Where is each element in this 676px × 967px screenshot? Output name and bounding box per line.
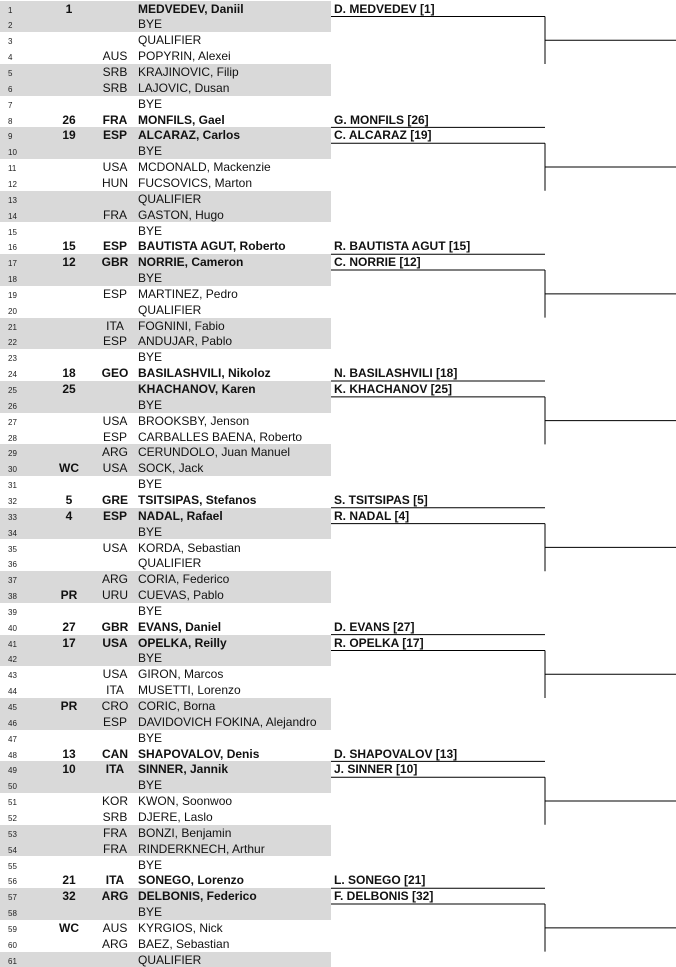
seed-label: 18	[62, 366, 76, 381]
player-name: BASILASHVILI, Nikoloz	[138, 366, 271, 381]
draw-position: 29	[8, 449, 17, 459]
nationality: URU	[102, 588, 128, 603]
seed-label: 25	[62, 382, 76, 396]
player-name: BAUTISTA AGUT, Roberto	[138, 239, 286, 254]
nationality: USA	[102, 160, 128, 175]
player-name: DELBONIS, Federico	[138, 889, 257, 904]
player-name: BAEZ, Sebastian	[138, 936, 230, 951]
draw-position: 36	[8, 560, 17, 570]
nationality: ESP	[102, 508, 127, 523]
player-name: SHAPOVALOV, Denis	[138, 746, 260, 761]
player-name: ALCARAZ, Carlos	[138, 128, 241, 143]
draw-position: 9	[8, 132, 13, 142]
player-name: BYE	[138, 857, 163, 872]
player-name: GIRON, Marcos	[138, 667, 224, 682]
seed-label: 4	[65, 508, 73, 523]
seed-label: PR	[60, 588, 78, 603]
draw-position: 20	[8, 306, 17, 316]
second-round-player: D. MEDVEDEV [1]	[334, 1, 435, 16]
nationality: AUS	[102, 49, 128, 64]
draw-position: 47	[8, 734, 17, 744]
seed-label: 5	[65, 492, 73, 507]
nationality: USA	[102, 667, 128, 682]
second-round-player: G. MONFILS [26]	[334, 112, 429, 127]
draw-position: 43	[8, 671, 17, 681]
player-name: RINDERKNECH, Arthur	[138, 841, 265, 856]
nationality: USA	[102, 461, 128, 476]
draw-position: 3	[8, 37, 13, 47]
nationality: CRO	[101, 699, 129, 713]
nationality: USA	[102, 635, 128, 650]
player-name: BYE	[138, 651, 163, 666]
nationality: SRB	[102, 65, 128, 79]
draw-position: 22	[8, 338, 17, 348]
draw-position: 24	[8, 370, 17, 380]
draw-position: 40	[8, 623, 17, 633]
draw-position: 4	[8, 53, 13, 63]
draw-position: 46	[8, 718, 17, 728]
player-name: NORRIE, Cameron	[138, 255, 244, 270]
nationality: USA	[102, 540, 128, 555]
player-name: QUALIFIER	[138, 33, 202, 48]
nationality: ESP	[102, 429, 127, 444]
player-name: KHACHANOV, Karen	[138, 382, 256, 396]
player-name: FUCSOVICS, Marton	[138, 175, 253, 190]
seed-label: 32	[62, 889, 76, 904]
draw-position: 34	[8, 528, 17, 538]
nationality: SRB	[102, 80, 128, 95]
draw-position: 56	[8, 877, 17, 887]
nationality: GRE	[101, 492, 128, 507]
nationality: ARG	[101, 889, 129, 904]
nationality: ESP	[102, 286, 127, 301]
draw-position: 60	[8, 940, 17, 950]
player-name: CERUNDOLO, Juan Manuel	[138, 445, 291, 460]
draw-position: 19	[8, 290, 17, 300]
draw-position: 16	[8, 243, 17, 253]
player-name: DJERE, Laslo	[138, 809, 213, 824]
second-round-player: R. OPELKA [17]	[334, 635, 424, 650]
draw-position: 48	[8, 750, 17, 760]
player-name: BYE	[138, 397, 163, 412]
draw-position: 42	[8, 655, 17, 665]
seed-label: PR	[60, 699, 78, 713]
player-name: KYRGIOS, Nick	[138, 920, 223, 935]
second-round-player: D. SHAPOVALOV [13]	[334, 746, 458, 761]
player-name: EVANS, Daniel	[138, 619, 222, 634]
player-name: BONZI, Benjamin	[138, 825, 232, 840]
draw-position: 17	[8, 259, 17, 269]
seed-label: 12	[62, 255, 76, 270]
player-name: BYE	[138, 730, 163, 745]
player-name: MONFILS, Gael	[138, 112, 225, 127]
player-name: BYE	[138, 223, 163, 238]
player-name: ANDUJAR, Pablo	[138, 334, 233, 349]
nationality: USA	[102, 413, 128, 428]
draw-position: 23	[8, 354, 17, 364]
seed-label: 27	[62, 619, 76, 634]
player-name: BYE	[138, 17, 163, 32]
draw-position: 61	[8, 956, 17, 966]
nationality: GBR	[101, 255, 129, 270]
player-name: MARTINEZ, Pedro	[138, 286, 238, 301]
player-name: GASTON, Hugo	[138, 207, 224, 222]
player-name: CARBALLES BAENA, Roberto	[138, 429, 303, 444]
seed-label: WC	[59, 920, 79, 935]
draw-position: 27	[8, 417, 17, 427]
second-round-player: K. KHACHANOV [25]	[334, 382, 453, 396]
nationality: FRA	[102, 112, 128, 127]
draw-position: 2	[8, 21, 13, 31]
nationality: GBR	[101, 619, 129, 634]
player-name: OPELKA, Reilly	[138, 635, 227, 650]
second-round-player: J. SINNER [10]	[334, 762, 418, 777]
nationality: ITA	[106, 683, 124, 698]
nationality: SRB	[102, 809, 128, 824]
draw-position: 51	[8, 798, 17, 808]
player-name: POPYRIN, Alexei	[138, 49, 231, 64]
nationality: ARG	[101, 936, 128, 951]
draw-position: 32	[8, 496, 17, 506]
player-name: BYE	[138, 778, 163, 793]
draw-position: 6	[8, 84, 13, 94]
second-round-player: R. NADAL [4]	[334, 508, 410, 523]
draw-position: 30	[8, 465, 17, 475]
player-name: BYE	[138, 144, 163, 159]
nationality: FRA	[103, 825, 127, 840]
nationality: ARG	[101, 572, 128, 587]
second-round-player: L. SONEGO [21]	[334, 873, 426, 888]
draw-position: 13	[8, 195, 17, 205]
player-name: BYE	[138, 271, 163, 286]
player-name: CUEVAS, Pablo	[138, 588, 224, 603]
second-round-player: D. EVANS [27]	[334, 619, 415, 634]
player-name: KWON, Soonwoo	[138, 794, 233, 809]
player-name: QUALIFIER	[138, 302, 202, 317]
draw-position: 15	[8, 227, 17, 237]
seed-label: WC	[59, 461, 79, 476]
draw-position: 28	[8, 433, 17, 443]
second-round-player: C. ALCARAZ [19]	[334, 128, 432, 143]
draw-position: 7	[8, 100, 13, 110]
nationality: ARG	[101, 445, 128, 460]
draw-position: 41	[8, 639, 17, 649]
draw-position: 31	[8, 481, 17, 491]
player-name: DAVIDOVICH FOKINA, Alejandro	[138, 714, 317, 729]
player-name: KRAJINOVIC, Filip	[138, 65, 239, 79]
player-name: BYE	[138, 524, 163, 539]
nationality: ESP	[102, 239, 127, 254]
nationality: FRA	[103, 841, 127, 856]
draw-position: 12	[8, 179, 17, 189]
draw-position: 57	[8, 893, 17, 903]
player-name: BYE	[138, 603, 163, 618]
seed-label: 26	[62, 112, 76, 127]
draw-position: 26	[8, 401, 17, 411]
nationality: AUS	[102, 920, 128, 935]
player-name: SINNER, Jannik	[138, 762, 229, 777]
nationality: FRA	[103, 207, 127, 222]
nationality: KOR	[101, 794, 128, 809]
nationality: CAN	[102, 746, 128, 761]
player-name: MEDVEDEV, Daniil	[138, 1, 244, 16]
draw-position: 55	[8, 861, 17, 871]
draw-position: 25	[8, 386, 17, 395]
draw-position: 58	[8, 909, 17, 919]
player-name: CORIA, Federico	[138, 572, 230, 587]
second-round-player: F. DELBONIS [32]	[334, 889, 434, 904]
nationality: GEO	[101, 366, 129, 381]
draw-position: 44	[8, 687, 17, 697]
player-name: BROOKSBY, Jenson	[138, 413, 250, 428]
draw-position: 21	[8, 322, 17, 332]
player-name: SOCK, Jack	[138, 461, 204, 476]
second-round-player: N. BASILASHVILI [18]	[334, 366, 458, 381]
seed-label: 15	[62, 239, 76, 254]
draw-position: 37	[8, 576, 17, 586]
seed-label: 19	[62, 128, 76, 143]
nationality: ITA	[105, 762, 125, 777]
nationality: ESP	[102, 714, 127, 729]
player-name: BYE	[138, 96, 163, 111]
nationality: HUN	[102, 175, 128, 190]
player-name: QUALIFIER	[138, 952, 202, 967]
seed-label: 1	[65, 1, 73, 16]
draw-position: 33	[8, 512, 17, 522]
player-name: TSITSIPAS, Stefanos	[138, 492, 257, 507]
second-round-player: C. NORRIE [12]	[334, 255, 421, 270]
draw-position: 8	[8, 116, 13, 126]
player-name: CORIC, Borna	[138, 699, 216, 713]
nationality: ESP	[102, 128, 127, 143]
player-name: QUALIFIER	[138, 191, 202, 206]
draw-position: 35	[8, 544, 17, 554]
draw-position: 52	[8, 813, 17, 823]
player-name: QUALIFIER	[138, 556, 202, 571]
seed-label: 17	[62, 635, 76, 650]
player-name: SONEGO, Lorenzo	[138, 873, 245, 888]
draw-position: 49	[8, 766, 17, 776]
player-name: MCDONALD, Mackenzie	[138, 160, 271, 175]
draw-position: 38	[8, 592, 17, 602]
player-name: BYE	[138, 905, 163, 920]
draw-position: 53	[8, 829, 17, 839]
draw-position: 14	[8, 211, 17, 221]
player-name: NADAL, Rafael	[138, 508, 223, 523]
player-name: BYE	[138, 350, 163, 365]
draw-position: 39	[8, 607, 17, 617]
player-name: MUSETTI, Lorenzo	[138, 683, 241, 698]
draw-position: 50	[8, 782, 17, 792]
seed-label: 10	[62, 762, 76, 777]
second-round-player: R. BAUTISTA AGUT [15]	[334, 239, 471, 254]
draw-position: 59	[8, 924, 17, 934]
draw-position: 10	[8, 148, 17, 158]
nationality: ITA	[105, 873, 125, 888]
seed-label: 21	[62, 873, 76, 888]
player-name: LAJOVIC, Dusan	[138, 80, 230, 95]
second-round-player: S. TSITSIPAS [5]	[334, 492, 428, 507]
nationality: ESP	[102, 334, 127, 349]
draw-position: 54	[8, 845, 17, 855]
draw-position: 5	[8, 69, 13, 78]
nationality: ITA	[106, 318, 124, 333]
player-name: BYE	[138, 477, 163, 492]
draw-position: 18	[8, 275, 17, 285]
draw-position: 11	[8, 164, 17, 174]
draw-position: 45	[8, 703, 17, 712]
seed-label: 13	[62, 746, 76, 761]
player-name: FOGNINI, Fabio	[138, 318, 225, 333]
draw-position: 1	[8, 5, 13, 15]
player-name: KORDA, Sebastian	[138, 540, 241, 555]
